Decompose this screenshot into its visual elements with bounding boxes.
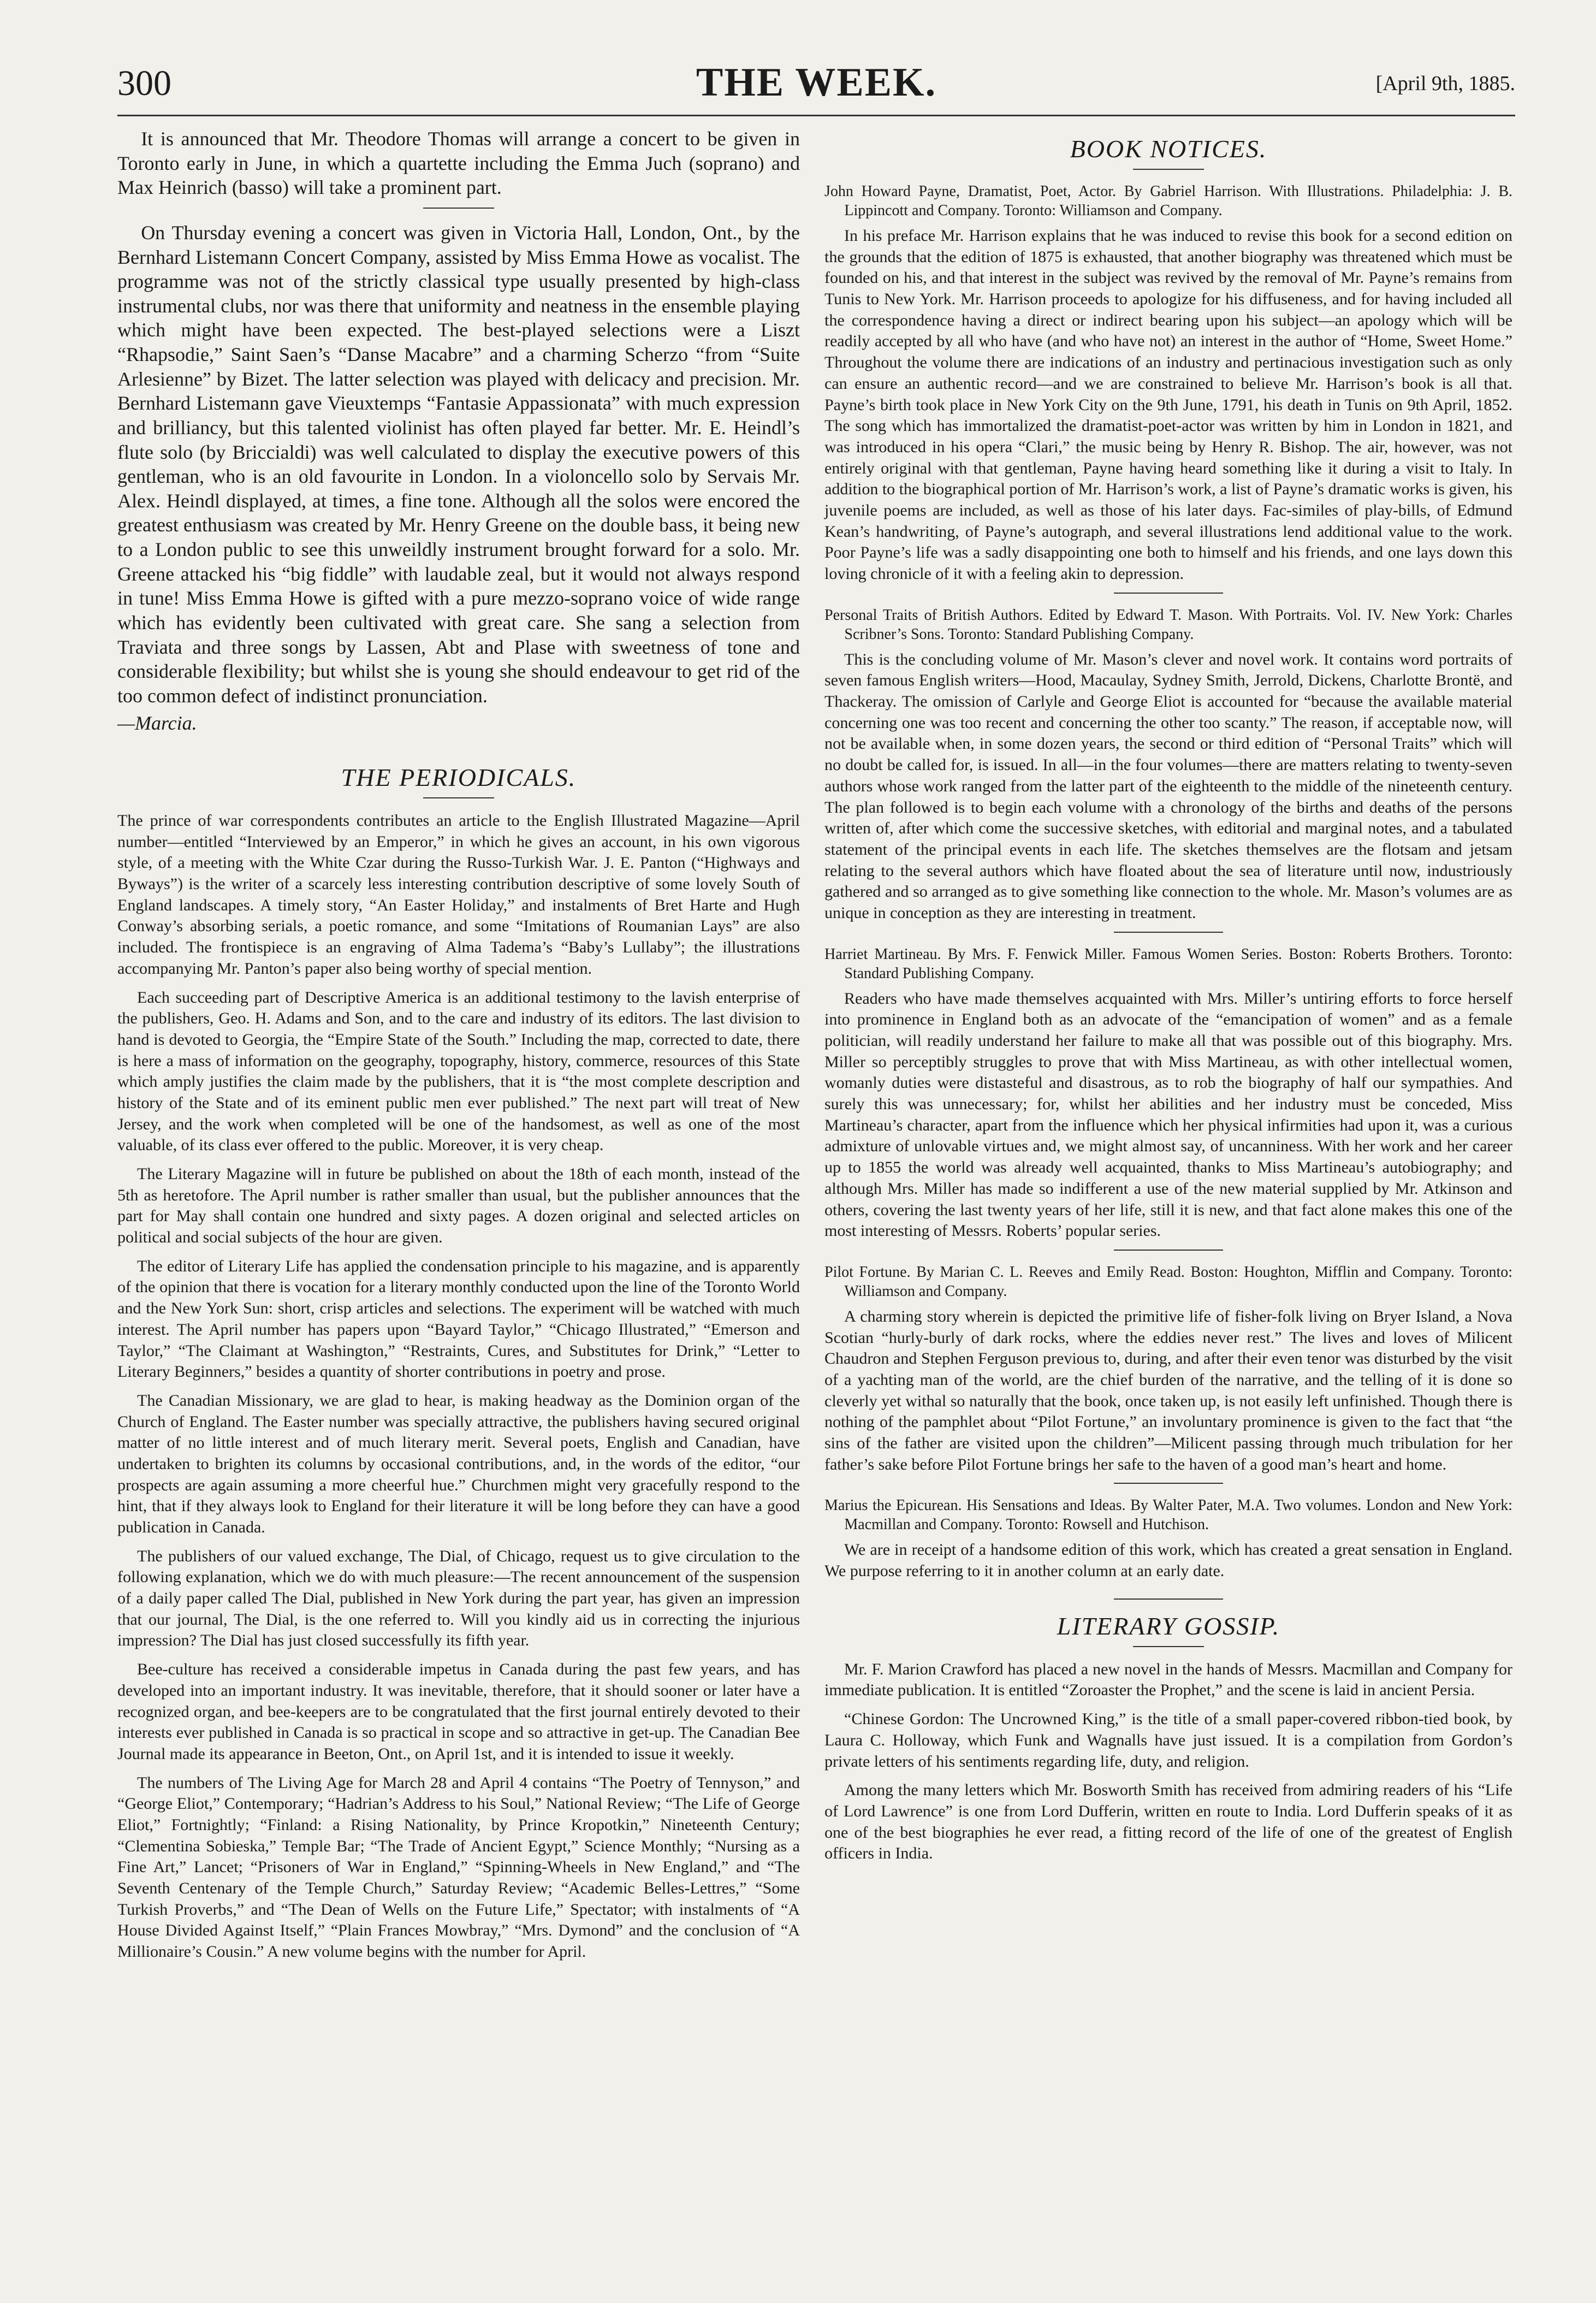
review-signature: —Marcia.	[117, 712, 197, 735]
separator	[423, 797, 494, 798]
book-citation: Pilot Fortune. By Marian C. L. Reeves and Emily Read. Boston: Houghton, Mifflin and Company. Toronto: Williamson and Company.	[824, 1263, 1512, 1300]
book-citation: John Howard Payne, Dramatist, Poet, Actor. By Gabriel Harrison. With Illustrations. Philadelphia: J. B. Lippincott and Company. Toronto: Williamson and Company.	[824, 183, 1512, 219]
separator	[1133, 169, 1204, 170]
periodical-paragraph: Each succeeding part of Descriptive America is an additional testimony to the lavish enterprise of the publishers, Geo. H. Adams and Son, and to the care and industry of its editors. The last division to hand is devoted to Georgia, the “Empire State of the South.” Including the map, corrected to date, there is here a mass of information on the geography, topography, history, commerce, resources of this State which amply justifies the claim made by the publishers, that it is “the most complete description and history of the State and of its eminent public men ever published.” The next part will treat of New Jersey, and the work when completed will be one of the handsomest, as well as one of the most valuable, of its class ever offered to the public. Moreover, it is very cheap.	[117, 988, 800, 1155]
periodicals-heading: THE PERIODICALS.	[341, 763, 577, 791]
separator	[1114, 1483, 1223, 1484]
periodical-paragraph: The Literary Magazine will in future be published on about the 18th of each month, instead of the 5th as heretofore. The April number is rather smaller than usual, but the publisher announces that the part for May shall contain one hundred and sixty pages. A dozen original and selected articles on political and social subjects of the hour are given.	[117, 1165, 800, 1247]
separator	[423, 208, 494, 209]
book-review: This is the concluding volume of Mr. Mason’s clever and novel work. It contains word portraits of seven famous English writers—Hood, Macaulay, Sydney Smith, Jerrold, Dickens, Charlotte Brontë, and Thackeray. The omission of Carlyle and George Eliot is accounted for “because the available material concerning one was too recent and concerning the other too scanty.” The reason, if acceptable now, will not be available when, in some dozen years, the second or third edition of “Personal Traits” which will no doubt be called for, is issued. In all—in the four volumes—there are matters relating to twenty-seven authors whose work ranged from the latter part of the eighteenth to the middle of the nineteenth century. The plan followed is to begin each volume with a chronology of the births and deaths of the persons written of, after which come the successive sketches, with editorial and marginal notes, and a tabulated statement of the principal events in each life. The sketches themselves are the flotsam and jetsam relating to the several authors which have floated about the sea of literature until now, industriously gathered and so arranged as to give something like connection to the whole. Mr. Mason’s volumes are as unique in conception as they are interesting in treatment.	[824, 650, 1512, 922]
separator	[1114, 1250, 1223, 1251]
gossip-paragraph: Among the many letters which Mr. Bosworth Smith has received from admiring readers of his “Life of Lord Lawrence” is one from Lord Dufferin, written en route to India. Lord Dufferin speaks of it as one of the best biographies he ever read, a fitting record of the life of one of the greatest of English officers in India.	[824, 1781, 1512, 1863]
left-column	[117, 127, 800, 1970]
book-review: We are in receipt of a handsome edition of this work, which has created a great sensation in England. We purpose referring to it in another column at an early date.	[824, 1541, 1512, 1580]
header-rule	[117, 115, 1515, 116]
separator	[1114, 1599, 1223, 1600]
periodical-paragraph: The numbers of The Living Age for March 28 and April 4 contains “The Poetry of Tennyson,” and “George Eliot,” Contemporary; “Hadrian’s Address to his Soul,” National Review; “The Life of George Eliot,” Fortnightly; “Finland: a Rising Nationality, by Prince Kropotkin,” Nineteenth Century; “Clementina Sobieska,” Temple Bar; “The Trade of Ancient Egypt,” Science Monthly; “Nursing as a Fine Art,” Lancet; “Prisoners of War in England,” “Spinning-Wheels in New England,” and “The Seventh Centenary of the Temple Church,” Saturday Review; “Academic Belles-Lettres,” “Some Turkish Proverbs,” and “The Dean of Wells on the Future Life,” Spectator; with instalments of “A House Divided Against Itself,” “Plain Frances Mowbray,” “Mrs. Dymond” and the conclusion of “A Millionaire’s Cousin.” A new volume begins with the number for April.	[117, 1773, 800, 1961]
separator	[1133, 1646, 1204, 1647]
page-header	[117, 52, 1515, 117]
book-citation: Marius the Epicurean. His Sensations and Ideas. By Walter Pater, M.A. Two volumes. London and New York: Macmillan and Company. Toronto: Rowsell and Hutchison.	[824, 1497, 1512, 1534]
gossip-paragraph: “Chinese Gordon: The Uncrowned King,” is the title of a small paper-covered ribbon-tied book, by Laura C. Holloway, which Funk and Wagnalls have just issued. It is a compilation from Gordon’s private letters of his sentiments regarding life, duty, and religion.	[824, 1710, 1512, 1771]
book-review: In his preface Mr. Harrison explains that he was induced to revise this book for a second edition on the grounds that the edition of 1875 is exhausted, that another biography was threatened which must be founded on his, and that interest in the subject was revived by the removal of Mr. Payne’s remains from Tunis to New York. Mr. Harrison proceeds to apologize for his diffuseness, and for having included all the correspondence having a direct or indirect bearing upon his subject—an apology which will be readily accepted by all who have (and who have not) an interest in the author of “Home, Sweet Home.” Throughout the volume there are indications of an industry and pertinacious investigation such as only can ensure an authentic record—and we are constrained to believe Mr. Harrison’s book is all that. Payne’s birth took place in New York City on the 9th June, 1791, his death in Tunis on 9th April, 1852. The song which has immortalized the dramatist-poet-actor was written by him in London in 1821, and was introduced in his opera “Clari,” the music being by Henry R. Bishop. The air, however, was not entirely original with that gentleman, Payne having heard something like it during a visit to Italy. In addition to the biographical portion of Mr. Harrison’s work, a list of Payne’s dramatic works is given, his juvenile poems are included, as well as those of his later days. Fac-similes of play-bills, of Edmund Kean’s handwriting, of Payne’s autograph, and several illustrations lend additional value to the work. Poor Payne’s life was a sadly disappointing one both to himself and his friends, and one lays down this loving chronicle of it with a feeling akin to depression.	[824, 227, 1512, 583]
book-notices-heading: BOOK NOTICES.	[1070, 135, 1267, 163]
announcement-paragraph: It is announced that Mr. Theodore Thomas will arrange a concert to be given in Toronto early in June, in which a quartette including the Emma Juch (soprano) and Max Heinrich (basso) will take a prominent part.	[117, 128, 800, 199]
concert-review-paragraph: On Thursday evening a concert was given in Victoria Hall, London, Ont., by the Bernhard Listemann Concert Company, assisted by Miss Emma Howe as vocalist. The programme was not of the strictly classical type usually presented by high-class instrumental clubs, nor was there that uniformity and neatness in the ensemble playing which might have been expected. The best-played selections were a Liszt “Rhapsodie,” Saint Saen’s “Danse Macabre” and a charming Scherzo “from “Suite Arlesienne” by Bizet. The latter selection was played with delicacy and precision. Mr. Bernhard Listemann gave Vieuxtemps “Fantasie Appassionata” with much expression and brilliancy, but this talented violinist has often played far better. Mr. E. Heindl’s flute solo (by Briccialdi) was well calculated to display the executive powers of this gentleman, who is an old favourite in London. In a violoncello solo by Servais Mr. Alex. Heindl displayed, at times, a fine tone. Although all the solos were encored the greatest enthusiasm was created by Mr. Henry Greene on the double bass, it being new to a London public to see this unweildly instrument brought forward for a solo. Mr. Greene attacked his “big fiddle” with laudable zeal, but it would not always respond in tune! Miss Emma Howe is gifted with a pure mezzo-soprano voice of wide range which has evidently been cultivated with great care. She sang a selection from Traviata and three songs by Lassen, Abt and Plase with sweetness of tone and considerable flexibility; but whilst she is young she should endeavour to get rid of the too common defect of indistinct pronunciation.	[117, 221, 800, 707]
literary-gossip-heading: LITERARY GOSSIP.	[1057, 1612, 1280, 1640]
gossip-paragraph: Mr. F. Marion Crawford has placed a new novel in the hands of Messrs. Macmillan and Company for immediate publication. It is entitled “Zoroaster the Prophet,” and the scene is laid in ancient Persia.	[824, 1660, 1512, 1700]
book-citation: Harriet Martineau. By Mrs. F. Fenwick Miller. Famous Women Series. Boston: Roberts Brothers. Toronto: Standard Publishing Company.	[824, 945, 1512, 982]
periodical-paragraph: Bee-culture has received a considerable impetus in Canada during the past few years, and has developed into an important industry. It was inevitable, therefore, that it should sooner or later have a recognized organ, and bee-keepers are to be congratulated that the first journal entirely devoted to their interests ever published in Canada is so practical in scope and so attractive in get-up. The Canadian Bee Journal made its appearance in Beeton, Ont., on April 1st, and it is intended to issue it weekly.	[117, 1660, 800, 1763]
periodical-paragraph: The editor of Literary Life has applied the condensation principle to his magazine, and is apparently of the opinion that there is vocation for a literary monthly conducted upon the line of the Toronto World and the New York Sun: short, crisp articles and selections. The experiment will be watched with much interest. The April number has papers upon “Bayard Taylor,” “Chicago Illustrated,” “Emerson and Taylor,” “The Claimant at Washington,” “Restraints, Cures, and Substitutes for Drink,” “Letter to Literary Beginners,” besides a quantity of shorter contributions in poetry and prose.	[117, 1257, 800, 1381]
publication-title: THE WEEK.	[696, 60, 937, 105]
separator	[1114, 932, 1223, 933]
book-review: Readers who have made themselves acquainted with Mrs. Miller’s untiring efforts to force herself into prominence in England both as an advocate of the “emancipation of women” and as a female politician, will readily understand her failure to make all that was possible out of this biography. Mrs. Miller so perceptibly struggles to prove that with Miss Martineau, as with other intellectual women, womanly duties were distasteful and disastrous, as to rob the biography of half our sympathies. And surely this was unnecessary; for, whilst her abilities and her industry must be conceded, Miss Martineau’s character, apart from the influence which her physical infirmities had upon it, was a curious admixture of unlovable virtues and, we might almost say, of uncanniness. With her work and her career up to 1855 the world was already well acquainted, thanks to Miss Martineau’s autobiography; and although Mrs. Miller has made so indifferent a use of the new material supplied by Mr. Atkinson and others, covering the last twenty years of her life, still it is new, and that fact alone makes this one of the most interesting of Messrs. Roberts’ popular series.	[824, 989, 1512, 1240]
periodical-paragraph: The prince of war correspondents contributes an article to the English Illustrated Magazine—April number—entitled “Interviewed by an Emperor,” in which he gives an account, in his own vigorous style, of a meeting with the White Czar during the Russo-Turkish War. J. E. Panton (“Highways and Byways”) is the writer of a scarcely less interesting contribution descriptive of some lovely South of England landscapes. A timely story, “An Easter Holiday,” and instalments of Bret Harte and Hugh Conway’s absorbing serials, a poetic romance, and some “Imitations of Roumanian Lays” are also included. The frontispiece is an engraving of Alma Tadema’s “Baby’s Lullaby”; the illustrations accompanying Mr. Panton’s paper also being worthy of special mention.	[117, 812, 800, 978]
periodical-paragraph: The Canadian Missionary, we are glad to hear, is making headway as the Dominion organ of the Church of England. The Easter number was specially attractive, the publishers having secured original matter of no little interest and of much literary merit. Several poets, English and Canadian, have undertaken to brighten its columns by occasional contributions, and, in the words of the editor, “our prospects are again assuming a more cheerful hue.” Churchmen might very gracefully respond to the hint, that if they always look to England for their literature it will be long before they can have a good publication in Canada.	[117, 1391, 800, 1536]
book-citation: Personal Traits of British Authors. Edited by Edward T. Mason. With Portraits. Vol. IV. New York: Charles Scribner’s Sons. Toronto: Standard Publishing Company.	[824, 606, 1512, 643]
right-column	[824, 127, 1512, 1872]
issue-date: [April 9th, 1885.	[1375, 72, 1515, 95]
page-number: 300	[117, 63, 171, 103]
book-review: A charming story wherein is depicted the primitive life of fisher-folk living on Bryer Island, a Nova Scotian “hurly-burly of dark rocks, where the eddies never rest.” The lives and loves of Milicent Chaudron and Stephen Ferguson previous to, during, and after their even tenor was disturbed by the visit of a yachting man of the world, are the chief burden of the narrative, and the telling of it is done so cleverly yet withal so naturally that the book, once taken up, is not easily left unfinished. Though there is nothing of the pamphlet about “Pilot Fortune,” an involuntary prominence is given to the fact that “the sins of the father are visited upon the children”—Milicent passing through much tribulation for her father’s sake before Pilot Fortune brings her safe to the haven of a good man’s heart and home.	[824, 1307, 1512, 1473]
periodical-paragraph: The publishers of our valued exchange, The Dial, of Chicago, request us to give circulation to the following explanation, which we do with much pleasure:—The recent announcement of the suspension of a daily paper called The Dial, published in New York during the part year, has given an impression that our journal, The Dial, is the one referred to. Will you kindly aid us in correcting the injurious impression? The Dial has just closed successfully its fifth year.	[117, 1547, 800, 1650]
separator	[1114, 593, 1223, 594]
